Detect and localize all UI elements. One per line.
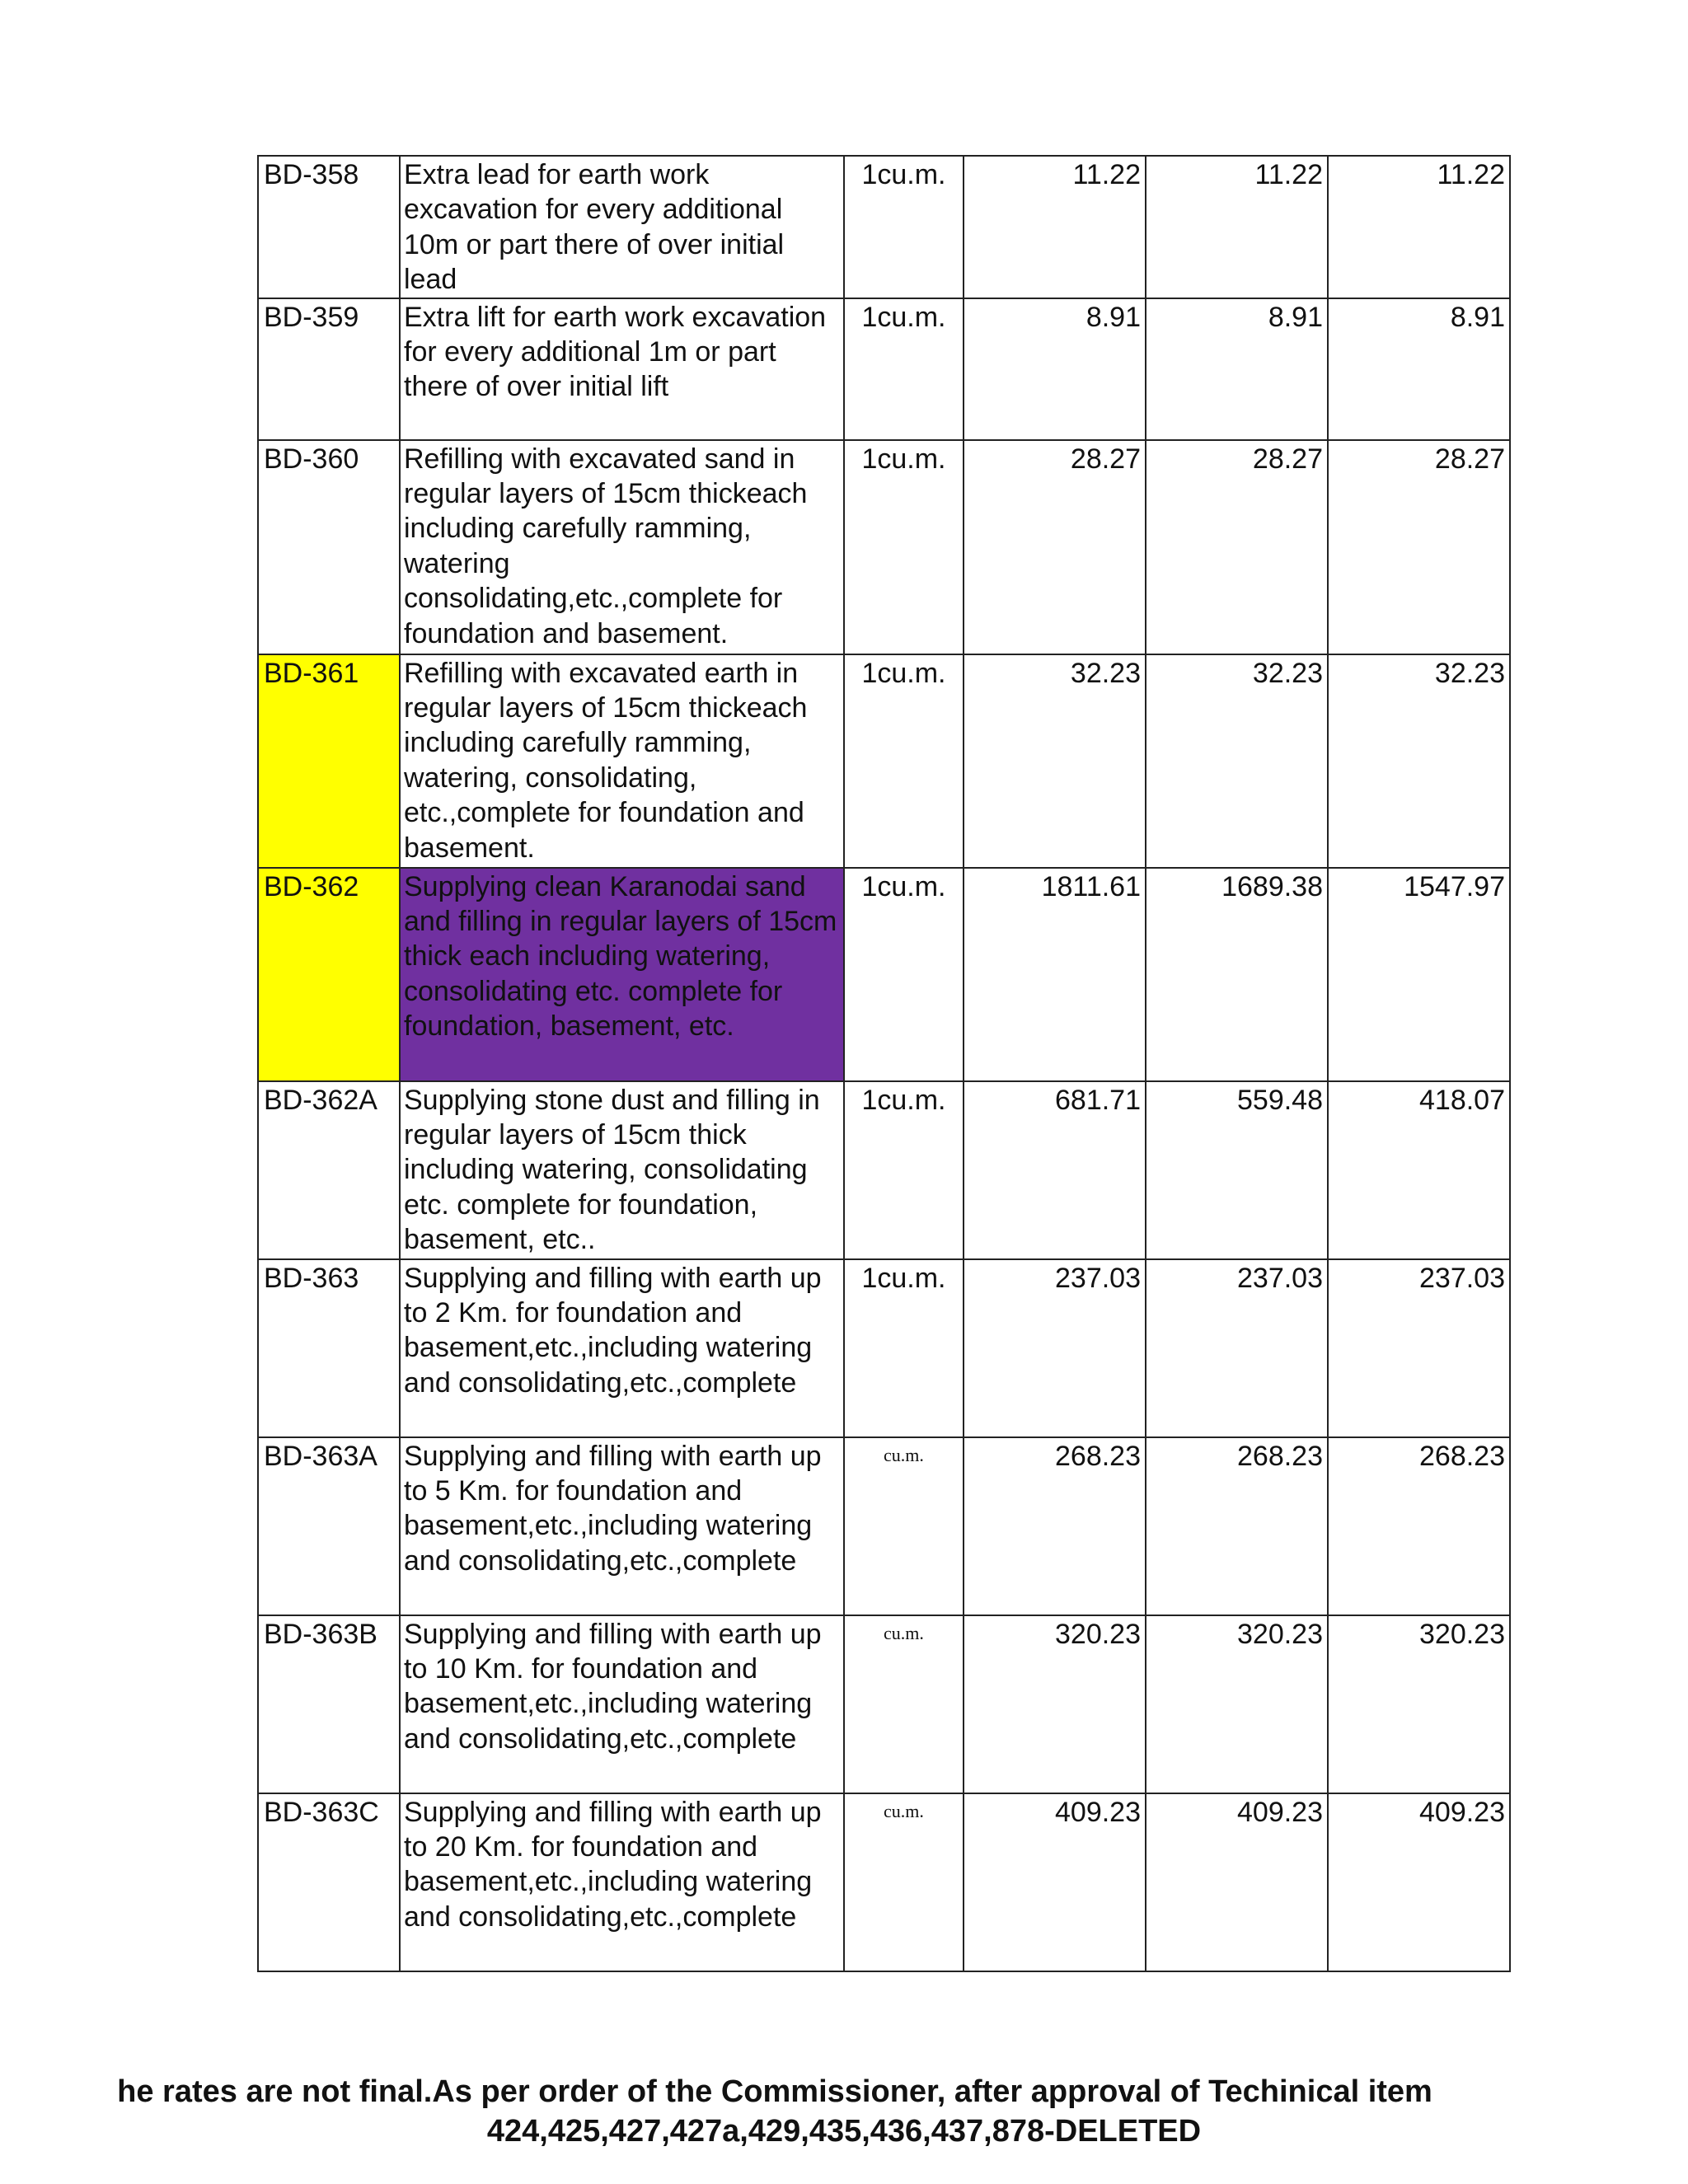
rate-value-2: 409.23 [1146, 1793, 1328, 1971]
item-code: BD-359 [258, 298, 400, 440]
item-unit: cu.m. [844, 1615, 964, 1793]
rate-value-3: 8.91 [1328, 298, 1510, 440]
rate-value-3: 409.23 [1328, 1793, 1510, 1971]
item-unit: cu.m. [844, 1437, 964, 1615]
footer-note-line-2: 424,425,427,427a,429,435,436,437,878-DELETED [486, 2114, 1202, 2149]
item-code: BD-358 [258, 156, 400, 298]
rate-value-2: 32.23 [1146, 654, 1328, 868]
item-unit: 1cu.m. [844, 654, 964, 868]
item-code: BD-363B [258, 1615, 400, 1793]
item-description: Supplying and filling with earth up to 2 Km. for foundation and basement,etc.,including watering and consolidating,etc.,complete [400, 1259, 844, 1437]
item-description: Extra lift for earth work excavation for every additional 1m or part there of over initial lift [400, 298, 844, 440]
item-code-highlighted: BD-361 [258, 654, 400, 868]
item-description: Refilling with excavated sand in regular layers of 15cm thickeach including carefully ramming, watering consolidating,etc.,complete for foundation and basement. [400, 440, 844, 654]
item-description: Supplying and filling with earth up to 20 Km. for foundation and basement,etc.,including watering and consolidating,etc.,complete [400, 1793, 844, 1971]
item-description: Supplying stone dust and filling in regular layers of 15cm thick including watering, consolidating etc. complete for foundation, basement, etc.. [400, 1081, 844, 1259]
item-unit: 1cu.m. [844, 156, 964, 298]
table-row [258, 156, 1510, 298]
item-unit: 1cu.m. [844, 868, 964, 1081]
rate-value-1: 32.23 [964, 654, 1146, 868]
item-unit: cu.m. [844, 1793, 964, 1971]
rate-value-1: 8.91 [964, 298, 1146, 440]
rate-value-3: 418.07 [1328, 1081, 1510, 1259]
rate-value-1: 237.03 [964, 1259, 1146, 1437]
rate-value-1: 681.71 [964, 1081, 1146, 1259]
rate-value-3: 1547.97 [1328, 868, 1510, 1081]
rate-value-3: 268.23 [1328, 1437, 1510, 1615]
item-code: BD-360 [258, 440, 400, 654]
table-row [258, 1259, 1510, 1437]
item-description: Supplying and filling with earth up to 5 Km. for foundation and basement,etc.,including watering and consolidating,etc.,complete [400, 1437, 844, 1615]
rate-value-2: 237.03 [1146, 1259, 1328, 1437]
rate-value-3: 28.27 [1328, 440, 1510, 654]
footer-note-line-1: he rates are not final.As per order of the Commissioner, after approval of Techinical item [117, 2074, 1432, 2109]
item-unit: 1cu.m. [844, 440, 964, 654]
rates-table [257, 155, 1511, 1972]
item-unit: 1cu.m. [844, 298, 964, 440]
table-row [258, 868, 1510, 1081]
table-row [258, 654, 1510, 868]
rate-value-1: 11.22 [964, 156, 1146, 298]
table-row [258, 1615, 1510, 1793]
item-description: Supplying and filling with earth up to 10 Km. for foundation and basement,etc.,including watering and consolidating,etc.,complete [400, 1615, 844, 1793]
rate-value-2: 11.22 [1146, 156, 1328, 298]
rate-value-1: 1811.61 [964, 868, 1146, 1081]
table-row [258, 1793, 1510, 1971]
rate-value-1: 28.27 [964, 440, 1146, 654]
rate-value-2: 8.91 [1146, 298, 1328, 440]
rate-value-2: 1689.38 [1146, 868, 1328, 1081]
table-row [258, 1437, 1510, 1615]
item-code: BD-362A [258, 1081, 400, 1259]
rate-value-3: 11.22 [1328, 156, 1510, 298]
item-code: BD-363C [258, 1793, 400, 1971]
rate-value-1: 409.23 [964, 1793, 1146, 1971]
rate-value-3: 320.23 [1328, 1615, 1510, 1793]
rate-value-2: 559.48 [1146, 1081, 1328, 1259]
rate-value-2: 268.23 [1146, 1437, 1328, 1615]
item-code-highlighted: BD-362 [258, 868, 400, 1081]
rate-value-2: 320.23 [1146, 1615, 1328, 1793]
table-row [258, 440, 1510, 654]
rate-value-3: 32.23 [1328, 654, 1510, 868]
item-code: BD-363A [258, 1437, 400, 1615]
item-description: Refilling with excavated earth in regular layers of 15cm thickeach including carefully ramming, watering, consolidating, etc.,complete for foundation and basement. [400, 654, 844, 868]
table-row [258, 298, 1510, 440]
item-code: BD-363 [258, 1259, 400, 1437]
rate-value-3: 237.03 [1328, 1259, 1510, 1437]
table-row [258, 1081, 1510, 1259]
rate-value-1: 320.23 [964, 1615, 1146, 1793]
rate-value-1: 268.23 [964, 1437, 1146, 1615]
item-unit: 1cu.m. [844, 1259, 964, 1437]
item-description-highlighted: Supplying clean Karanodai sand and filling in regular layers of 15cm thick each including watering, consolidating etc. complete for foundation, basement, etc. [400, 868, 844, 1081]
item-unit: 1cu.m. [844, 1081, 964, 1259]
rate-value-2: 28.27 [1146, 440, 1328, 654]
item-description: Extra lead for earth work excavation for every additional 10m or part there of over initial lead [400, 156, 844, 298]
